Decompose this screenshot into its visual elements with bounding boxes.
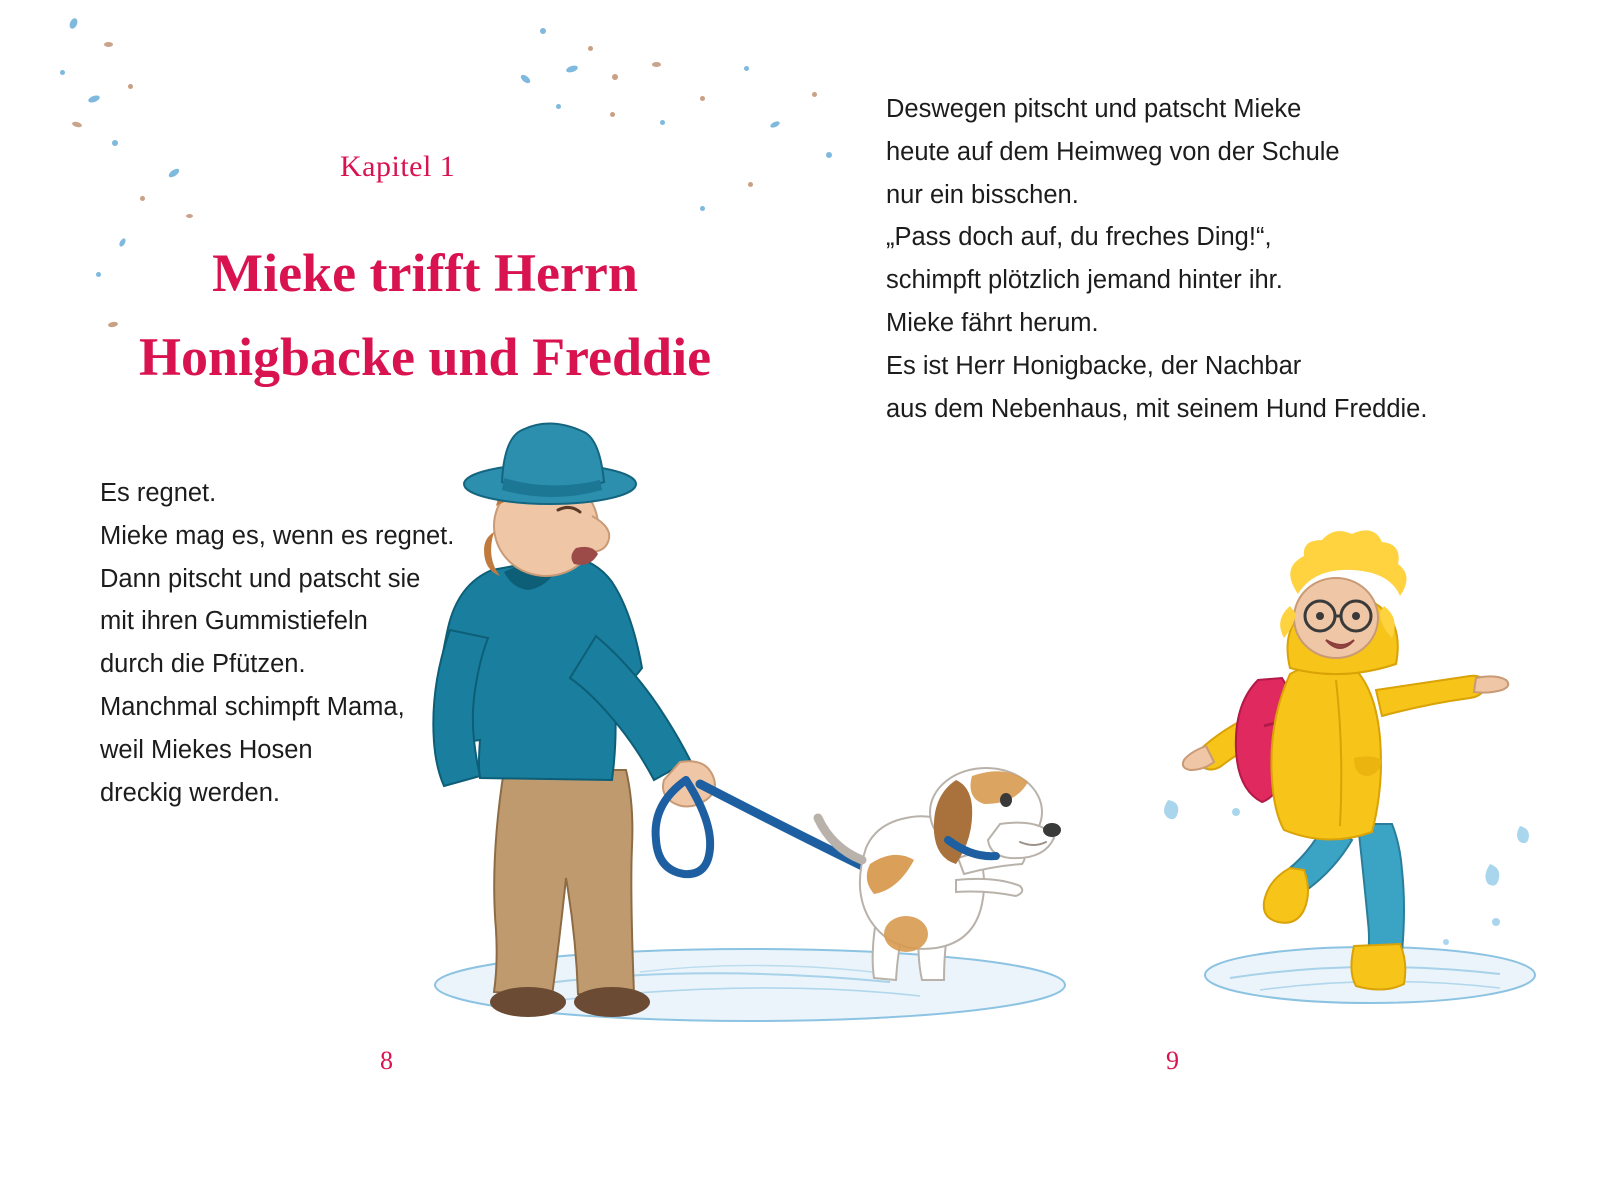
body-line: Manchmal schimpft Mama, — [100, 693, 405, 722]
body-line: Mieke fährt herum. — [886, 309, 1099, 338]
body-line: nur ein bisschen. — [886, 180, 1079, 209]
body-line: Es ist Herr Honigbacke, der Nachbar — [886, 351, 1302, 380]
body-line: mit ihren Gummistiefeln — [100, 607, 368, 636]
chapter-label: Kapitel 1 — [340, 150, 456, 183]
body-line: schimpft plötzlich jemand hinter ihr. — [886, 266, 1283, 295]
right-page-body — [886, 88, 1486, 431]
body-line: Dann pitscht und patscht sie — [100, 564, 421, 593]
chapter-title-line2: Honigbacke und Freddie — [138, 326, 712, 387]
body-line: Mieke mag es, wenn es regnet. — [100, 521, 455, 550]
man-with-hat-illustration — [400, 440, 1160, 1020]
body-line: dreckig werden. — [100, 778, 281, 807]
body-line: durch die Pfützen. — [100, 650, 306, 679]
chapter-title-line1: Mieke trifft Herrn — [212, 243, 638, 303]
chapter-title — [105, 232, 745, 399]
body-line: aus dem Nebenhaus, mit seinem Hund Freddie. — [886, 394, 1428, 423]
body-line: Deswegen pitscht und patscht Mieke — [886, 95, 1302, 123]
body-line: weil Miekes Hosen — [100, 735, 313, 764]
body-line: heute auf dem Heimweg von der Schule — [886, 137, 1340, 166]
page-number-left: 8 — [380, 1046, 393, 1075]
dog-on-leash-illustration — [818, 768, 1061, 980]
page-number-right: 9 — [1166, 1046, 1179, 1075]
girl-in-raincoat-illustration — [1140, 550, 1560, 1020]
body-line: „Pass doch auf, du freches Ding!“, — [886, 223, 1272, 252]
body-line: Es regnet. — [100, 479, 217, 507]
